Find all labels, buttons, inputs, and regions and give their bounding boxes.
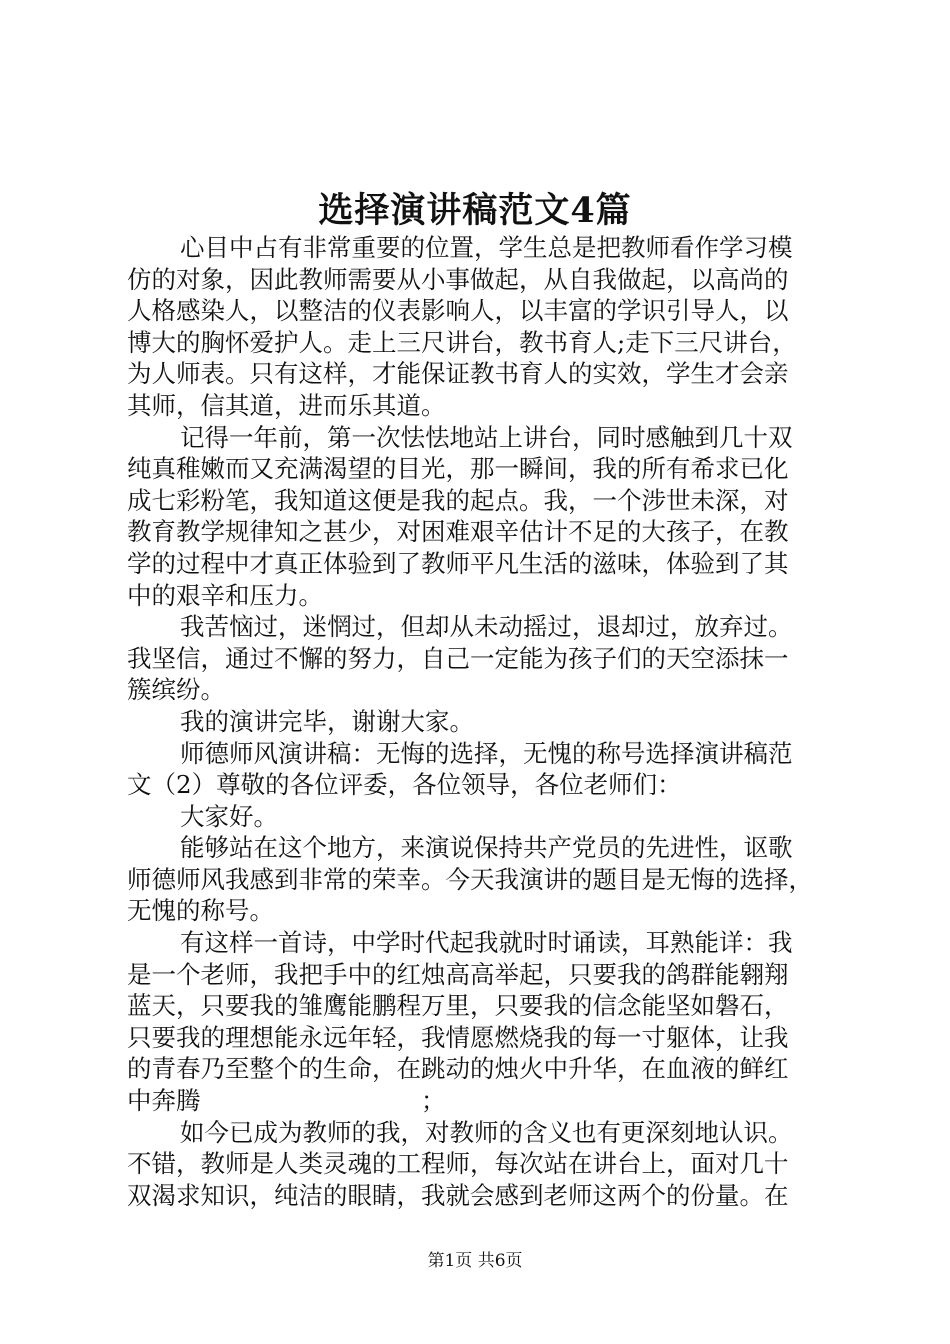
text-line: 簇缤纷。 xyxy=(127,675,225,705)
text-line: 纯真稚嫩而又充满渴望的目光，那一瞬间，我的所有希求已化 xyxy=(127,454,789,484)
text-line: 的青春乃至整个的生命，在跳动的烛火中升华，在血液的鲜红 xyxy=(127,1054,789,1084)
text-line: 博大的胸怀爱护人。走上三尺讲台，教书育人;走下三尺讲台， xyxy=(127,327,797,357)
text-line: 为人师表。只有这样，才能保证教书育人的实效，学生才会亲 xyxy=(127,359,789,389)
text-line: 不错，教师是人类灵魂的工程师，每次站在讲台上，面对几十 xyxy=(127,1149,789,1179)
text-line: 只要我的理想能永远年轻，我情愿燃烧我的每一寸躯体，让我 xyxy=(127,1022,789,1052)
text-line: 无愧的称号。 xyxy=(127,896,274,926)
document-title: 选择演讲稿范文4篇 xyxy=(318,190,632,231)
page-number-footer: 第1页 共6页 xyxy=(427,1251,523,1271)
text-line: 如今已成为教师的我，对教师的含义也有更深刻地认识。 xyxy=(180,1117,793,1147)
text-line: 大家好。 xyxy=(180,801,278,831)
text-line: 成七彩粉笔，我知道这便是我的起点。我，一个涉世未深，对 xyxy=(127,485,789,515)
text-line: 教育教学规律知之甚少，对困难艰辛估计不足的大孩子，在教 xyxy=(127,517,789,547)
text-line: 能够站在这个地方，来演说保持共产党员的先进性，讴歌 xyxy=(180,833,793,863)
text-line: 其师，信其道，进而乐其道。 xyxy=(127,390,446,420)
text-line: 是一个老师，我把手中的红烛高高举起，只要我的鸽群能翱翔 xyxy=(127,959,789,989)
text-line: 心目中占有非常重要的位置，学生总是把教师看作学习模 xyxy=(180,233,793,262)
text-line: 我的演讲完毕，谢谢大家。 xyxy=(180,706,474,736)
text-line: 中奔腾 ； xyxy=(127,1086,446,1116)
document-body xyxy=(127,232,839,1211)
text-line: 仿的对象，因此教师需要从小事做起，从自我做起，以高尚的 xyxy=(127,264,789,294)
text-line: 中的艰辛和压力。 xyxy=(127,580,323,610)
text-line: 学的过程中才真正体验到了教师平凡生活的滋味，体验到了其 xyxy=(127,548,789,578)
text-line: 我苦恼过，迷惘过，但却从未动摇过，退却过，放弃过。 xyxy=(180,612,793,642)
text-line: 文（2）尊敬的各位评委，各位领导，各位老师们： xyxy=(127,770,682,800)
text-line: 蓝天，只要我的雏鹰能鹏程万里，只要我的信念能坚如磐石， xyxy=(127,991,789,1021)
text-line: 师德师风演讲稿：无悔的选择，无愧的称号选择演讲稿范 xyxy=(180,738,793,768)
text-line: 我坚信，通过不懈的努力，自己一定能为孩子们的天空添抹一 xyxy=(127,643,789,673)
text-line: 记得一年前，第一次怯怯地站上讲台，同时感触到几十双 xyxy=(180,422,793,452)
text-line: 师德师风我感到非常的荣幸。今天我演讲的题目是无悔的选择， xyxy=(127,864,813,894)
text-line: 人格感染人，以整洁的仪表影响人，以丰富的学识引导人，以 xyxy=(127,296,789,326)
text-line: 双渴求知识，纯洁的眼睛，我就会感到老师这两个的份量。在 xyxy=(127,1180,789,1210)
text-line: 有这样一首诗，中学时代起我就时时诵读，耳熟能详：我 xyxy=(180,928,793,958)
